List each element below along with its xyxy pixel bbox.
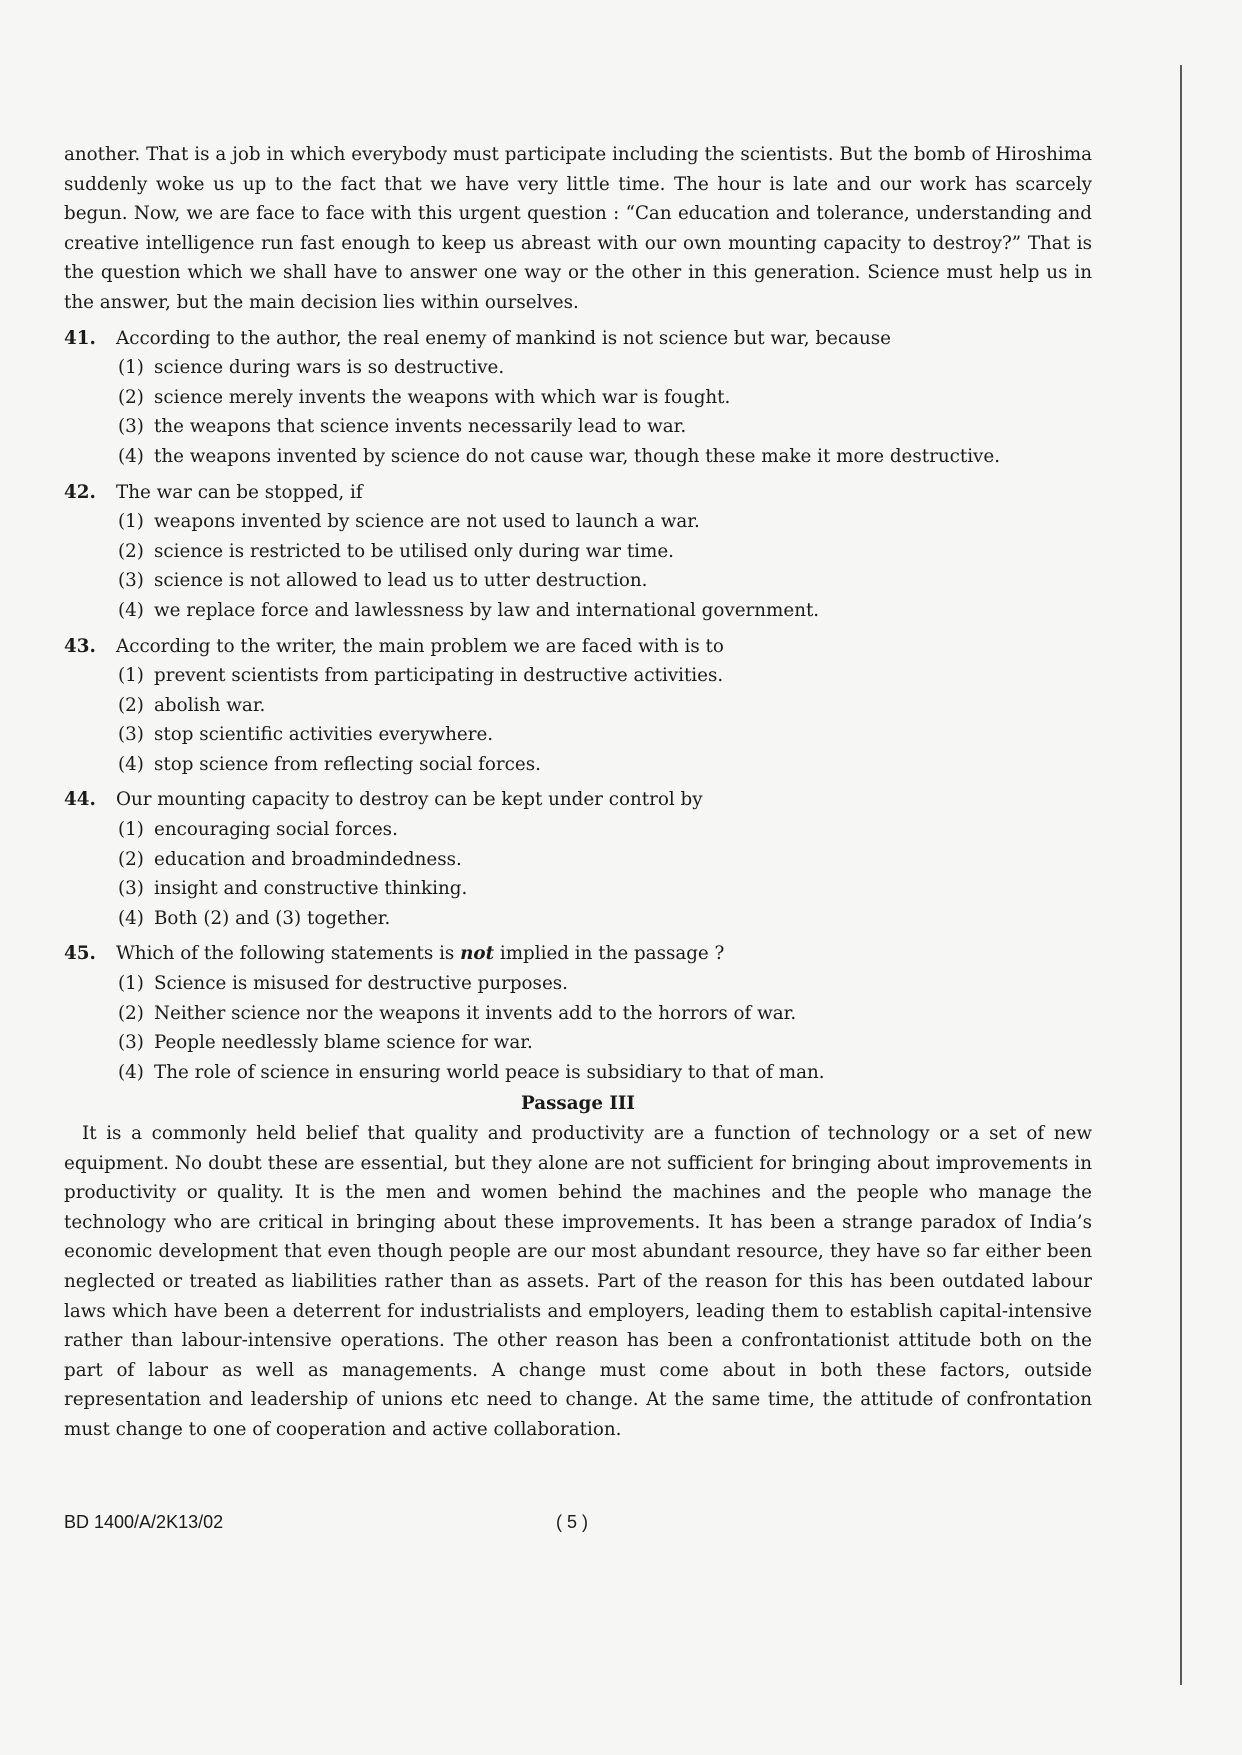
emphasis-not: not [460,943,495,965]
option-number: (1) [118,665,144,687]
question-42 [64,478,1092,626]
passage-three-text: It is a commonly held belief that quality and productivity are a function of technology or a set of new equipment. No doubt these are essential, but they alone are not sufficient for bringing about improvements in productivity or quality. It is the men and women behind the machines and the people who manage the technology who are critical in bringing about these improvements. It has been a strange paradox of India’s economic development that even though people are our most abundant resource, they have so far either been neglected or treated as liabilities rather than as assets. Part of the reason for this has been outdated labour laws which have been a deterrent for industrialists and employers, leading them to establish capital-intensive rather than labour-intensive operations. The other reason has been a confrontationist attitude both on the part of labour as well as managements. A change must come about in both these factors, outside representation and leadership of unions etc need to change. At the same time, the attitude of confrontation must change to one of cooperation and active collaboration. [64,1123,1092,1440]
option-text: science is not allowed to lead us to utter destruction. [154,570,648,592]
option-text: the weapons that science invents necessarily lead to war. [154,416,687,438]
option-text: science during wars is so destructive. [154,357,505,379]
option-2 [118,691,1092,721]
question-text: The war can be stopped, if [116,481,363,503]
option-number: (4) [118,907,144,929]
option-number: (1) [118,357,144,379]
passage-tail: another. That is a job in which everybody must participate including the scientists. But the bomb of Hiroshima suddenly woke us up to the fact that we have very little time. The hour is late and our work has scarcely begun. Now, we are face to face with this urgent question : “Can education and tolerance, understanding and creative intelligence run fast enough to keep us abreast with our own mounting capacity to destroy?” That is the question which we shall have to answer one way or the other in this generation. Science must help us in the answer, but the main decision lies within ourselves. [64,144,1092,313]
option-text: science is restricted to be utilised only during war time. [154,540,674,562]
option-4 [118,1058,1092,1088]
option-number: (1) [118,511,144,533]
option-1 [118,815,1092,845]
option-text: The role of science in ensuring world peace is subsidiary to that of man. [154,1061,825,1083]
page-number: ( 5 ) [556,1512,589,1532]
option-2 [118,845,1092,875]
option-3 [118,720,1092,750]
option-number: (1) [118,819,144,841]
question-text: Our mounting capacity to destroy can be kept under control by [116,789,703,811]
options-list [118,969,1092,1087]
page-content [64,140,1092,1445]
option-text: encouraging social forces. [154,819,398,841]
option-3 [118,412,1092,442]
question-list [64,324,1092,934]
option-number: (1) [118,973,144,995]
question-number: 44. [64,789,96,811]
option-text: stop scientific activities everywhere. [154,724,494,746]
option-text: Neither science nor the weapons it invents add to the horrors of war. [154,1002,797,1024]
question-text: According to the writer, the main problem we are faced with is to [116,635,724,657]
option-number: (2) [118,386,144,408]
question-number: 43. [64,635,96,657]
option-number: (2) [118,540,144,562]
option-2 [118,999,1092,1029]
option-1 [118,661,1092,691]
question-number: 45. [64,943,96,965]
option-1 [118,969,1092,999]
question-45 [64,939,1092,1087]
option-text: abolish war. [154,694,266,716]
option-4 [118,596,1092,626]
option-text: we replace force and lawlessness by law and international government. [154,599,820,621]
question-number: 42. [64,481,96,503]
passage-heading: Passage III [521,1093,635,1115]
options-list [118,353,1092,471]
option-text: education and broadmindedness. [154,848,462,870]
option-text: People needlessly blame science for war. [154,1032,533,1054]
option-number: (3) [118,1032,144,1054]
option-text: Science is misused for destructive purposes. [154,973,568,995]
options-list [118,661,1092,779]
option-4 [118,904,1092,934]
page-footer [64,1512,1092,1542]
question-text: According to the author, the real enemy of mankind is not science but war, because [116,327,891,349]
question-41 [64,324,1092,472]
option-3 [118,566,1092,596]
option-2 [118,537,1092,567]
option-number: (2) [118,1002,144,1024]
option-text: the weapons invented by science do not cause war, though these make it more destructive. [154,445,1001,467]
option-text: weapons invented by science are not used to launch a war. [154,511,700,533]
option-number: (3) [118,416,144,438]
option-number: (3) [118,570,144,592]
option-number: (4) [118,599,144,621]
scan-edge-line [1180,65,1182,1685]
option-number: (2) [118,848,144,870]
option-text: insight and constructive thinking. [154,878,468,900]
options-list [118,815,1092,933]
option-3 [118,1028,1092,1058]
option-1 [118,353,1092,383]
option-text: Both (2) and (3) together. [154,907,391,929]
option-number: (2) [118,694,144,716]
option-3 [118,874,1092,904]
option-text: prevent scientists from participating in destructive activities. [154,665,724,687]
booklet-code: BD 1400/A/2K13/02 [64,1512,224,1532]
option-1 [118,507,1092,537]
option-4 [118,750,1092,780]
question-43 [64,632,1092,780]
question-text: Which of the following statements is not implied in the passage ? [116,943,725,965]
option-number: (3) [118,724,144,746]
option-number: (4) [118,753,144,775]
option-number: (3) [118,878,144,900]
question-number: 41. [64,327,96,349]
options-list [118,507,1092,625]
option-4 [118,442,1092,472]
option-number: (4) [118,1061,144,1083]
question-44 [64,785,1092,933]
option-number: (4) [118,445,144,467]
option-2 [118,383,1092,413]
option-text: stop science from reflecting social forces. [154,753,541,775]
option-text: science merely invents the weapons with which war is fought. [154,386,731,408]
